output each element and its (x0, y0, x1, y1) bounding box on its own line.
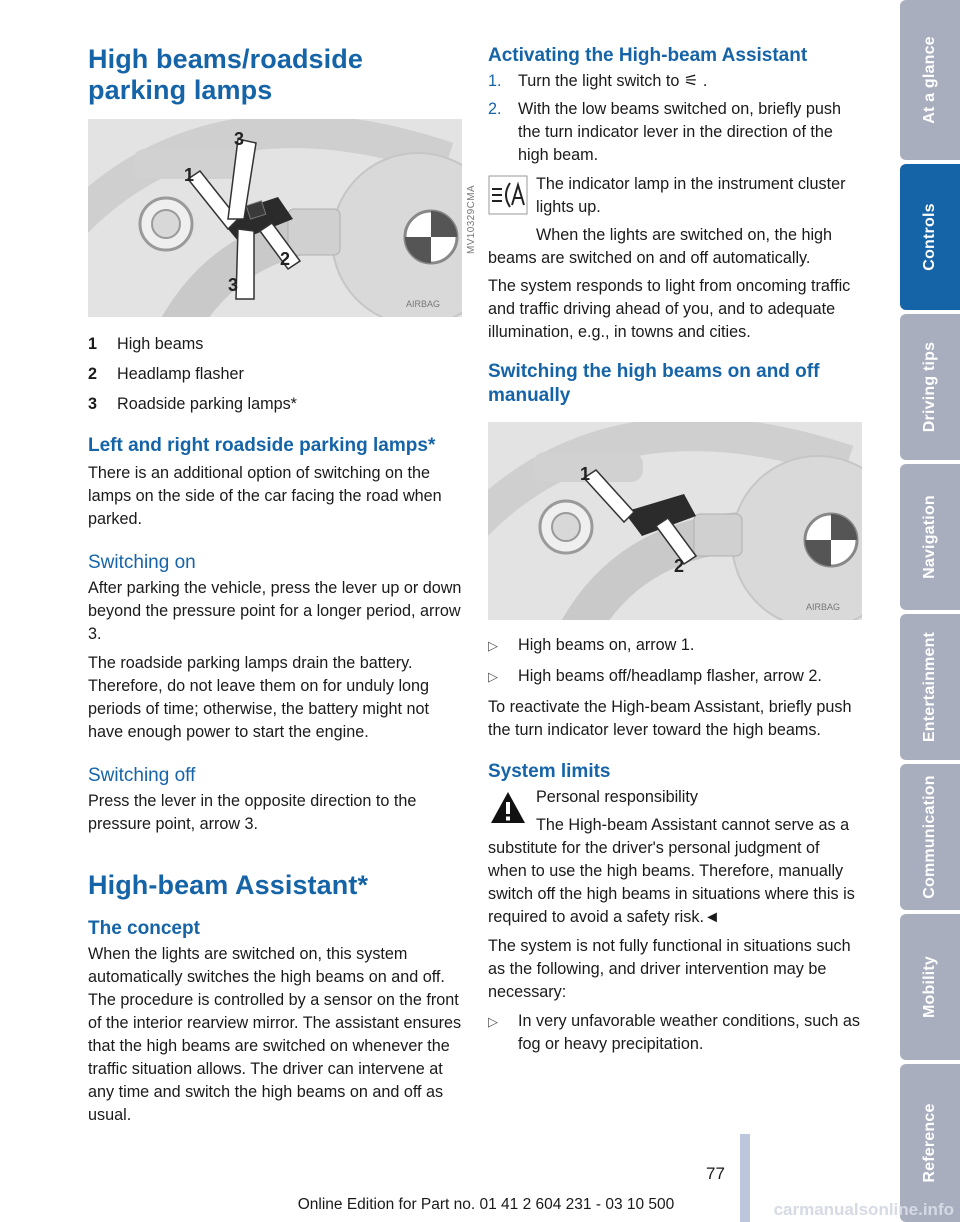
fig1-label-3-top: 3 (234, 129, 245, 149)
tab-mobility[interactable]: Mobility (900, 914, 960, 1060)
tab-driving-tips[interactable]: Driving tips (900, 314, 960, 460)
tab-entertainment[interactable]: Entertainment (900, 614, 960, 760)
paragraph-concept: When the lights are switched on, this system automatically switches the high beams on and off. The procedure is controlled by a sensor on the front of the interior rearview mirror. The assistant ensures that the high beams are switched on whenever the traffic situation allows. The driver can intervene at any time and switch the high beams on and off as usual. (88, 945, 462, 1124)
step-item: 1. Turn the light switch to ⚟ . (488, 72, 708, 90)
heading-roadside-parking: Left and right roadside parking lamps* (88, 435, 436, 456)
triangle-bullet-icon: ▷ (488, 669, 498, 684)
legend-item: 1 High beams (88, 335, 204, 353)
triangle-bullet-icon: ▷ (488, 638, 498, 653)
fig1-label-1: 1 (184, 165, 195, 185)
tab-navigation[interactable]: Navigation (900, 464, 960, 610)
figure-lever-high-beams (88, 119, 462, 317)
figure1-legend (88, 329, 462, 419)
tab-communication[interactable]: Communication (900, 764, 960, 910)
paragraph-switching-off: Press the lever in the opposite direction to the pressure point, arrow 3. (88, 792, 417, 833)
indicator-lamp-note (488, 173, 862, 270)
footer-edition: Online Edition for Part no. 01 41 2 604 231 - 03 10 500 (297, 1196, 675, 1213)
high-beam-assistant-icon (488, 175, 528, 215)
heading-activating-assistant: Activating the High-beam Assistant (488, 45, 808, 66)
fig2-airbag-text: AIRBAG (806, 602, 841, 612)
fig1-airbag-text: AIRBAG (406, 299, 441, 309)
heading-switching-on: Switching on (88, 552, 196, 573)
fig2-label-2: 2 (674, 556, 685, 576)
paragraph-switching-on: After parking the vehicle, press the lever up or down beyond the pressure point for a longer period, arrow 3. (88, 579, 462, 643)
tab-at-a-glance[interactable]: At a glance (900, 0, 960, 160)
heading-the-concept: The concept (88, 918, 200, 939)
lever-illustration-1 (88, 119, 462, 317)
manual-bullets (488, 634, 862, 688)
fig2-label-1: 1 (580, 464, 591, 484)
chapter-sidebar (900, 0, 960, 1222)
legend-item: 2 Headlamp flasher (88, 365, 244, 383)
paragraph-roadside-parking: There is an additional option of switching on the lamps on the side of the car facing the road when parked. (88, 464, 442, 528)
page-number: 77 (706, 1164, 725, 1183)
warning-body: The High-beam Assistant cannot serve as a substitute for the driver's personal judgment of when to use the high beams. Therefore, manually switch off the high beams in situations where this is required to avoid a safety risk.◄ (488, 816, 855, 926)
warning-triangle-icon (488, 788, 528, 828)
left-column (88, 44, 477, 1127)
paragraph-not-fully-functional: The system is not fully functional in situations such as the following, and driver intervention may be necessary: (488, 937, 851, 1001)
triangle-bullet-icon: ▷ (488, 1014, 498, 1029)
section-title-high-beams: High beams/roadside parking lamps (88, 44, 363, 105)
bullet-item: ▷ High beams on, arrow 1. (488, 634, 862, 657)
fig1-label-2: 2 (280, 249, 291, 269)
watermark: carmanualsonline.info (773, 1200, 954, 1219)
figure-lever-manual (488, 422, 862, 620)
lever-illustration-2 (488, 422, 862, 620)
warning-note (488, 786, 862, 929)
paragraph-reactivate: To reactivate the High-beam Assistant, briefly push the turn indicator lever toward the high beams. (488, 698, 852, 739)
fig1-label-3-bottom: 3 (228, 275, 239, 295)
legend-item: 3 Roadside parking lamps* (88, 395, 297, 413)
paragraph-battery-warning: The roadside parking lamps drain the battery. Therefore, do not leave them on for unduly long periods of time; otherwise, the battery might not have enough power to start the engine. (88, 654, 430, 741)
section-title-high-beam-assistant: High-beam Assistant* (88, 870, 369, 900)
right-column (488, 44, 862, 1064)
tab-controls[interactable]: Controls (900, 164, 960, 310)
step-item: 2. With the low beams switched on, briefly push the turn indicator lever in the direction of the high beam. (488, 100, 841, 164)
bullet-item: ▷ High beams off/headlamp flasher, arrow 2. (488, 665, 862, 688)
warning-heading: Personal responsibility (536, 788, 698, 806)
bullet-item: ▷ In very unfavorable weather conditions, such as fog or heavy precipitation. (488, 1010, 862, 1056)
heading-switching-off: Switching off (88, 765, 196, 786)
paragraph-system-responds: The system responds to light from oncoming traffic and traffic driving ahead of you, and to adequate illumination, e.g., in towns and cities. (488, 277, 851, 341)
figure1-code: MV10329CMA (466, 184, 477, 254)
activation-steps (488, 70, 862, 167)
heading-system-limits: System limits (488, 761, 611, 782)
note-indicator-lamp: The indicator lamp in the instrument cluster lights up. (536, 175, 846, 216)
note-automatic-text: When the lights are switched on, the high beams are switched on and off automatically. (488, 226, 833, 267)
tab-reference[interactable]: Reference (900, 1064, 960, 1222)
heading-switching-manually: Switching the high beams on and off manually (488, 361, 820, 406)
limits-bullets (488, 1010, 862, 1056)
